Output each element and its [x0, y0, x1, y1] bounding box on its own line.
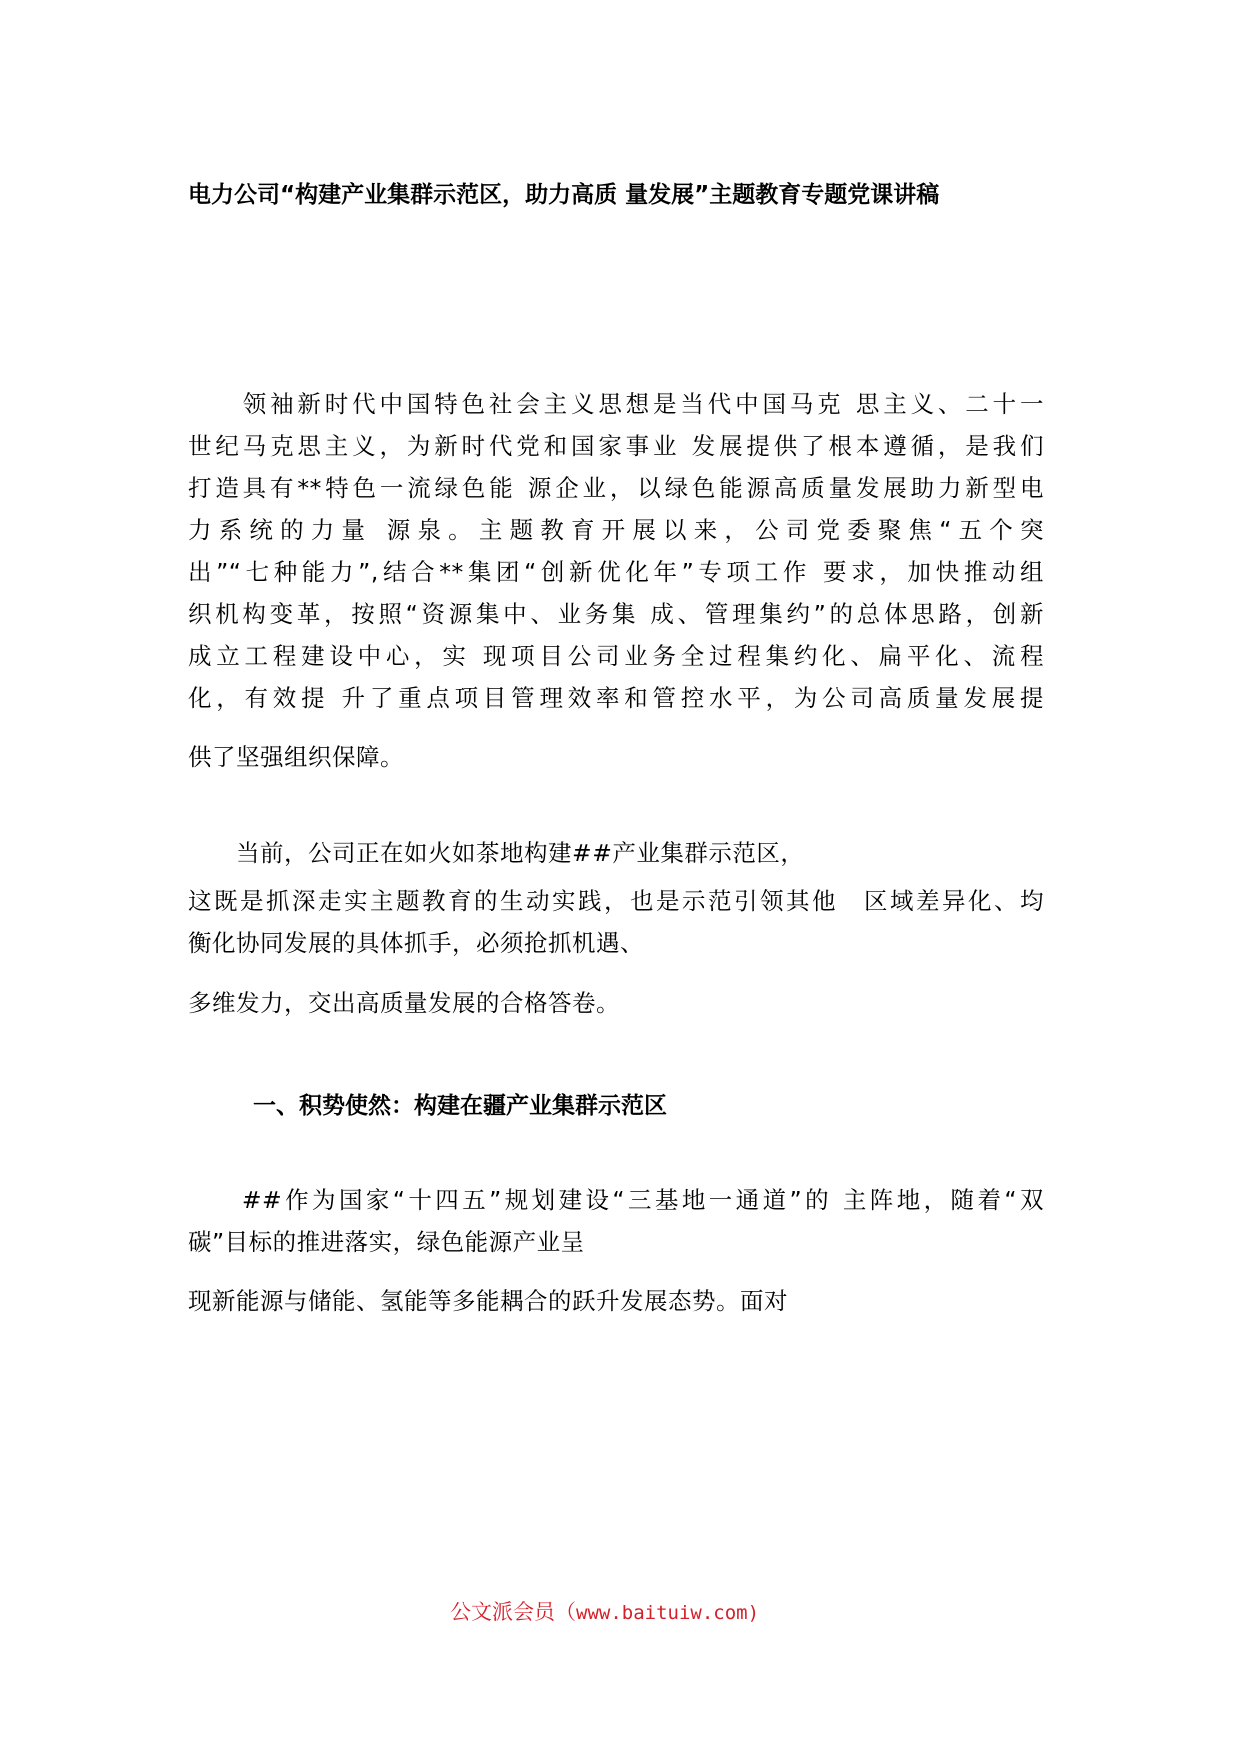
- paragraph-line: 化，有效提 升了重点项目管理效率和管控水平，为公司高质量发展提: [188, 684, 1044, 712]
- paragraph-line: 织机构变革，按照“资源集中、业务集 成、管理集约”的总体思路，创新: [188, 600, 1044, 628]
- paragraph-line: 现新能源与储能、氢能等多能耦合的跃升发展态势。面对: [188, 1287, 788, 1315]
- document-title: 电力公司“构建产业集群示范区，助力高质 量发展”主题教育专题党课讲稿: [188, 182, 940, 208]
- paragraph-line: 碳”目标的推进落实，绿色能源产业呈: [188, 1228, 585, 1256]
- paragraph-line: 力系统的力量 源泉。主题教育开展以来，公司党委聚焦“五个突: [188, 516, 1044, 544]
- paragraph-line: 这既是抓深走实主题教育的生动实践，也是示范引领其他 区域差异化、均: [188, 887, 1044, 915]
- paragraph-line: ##作为国家“十四五”规划建设“三基地一通道”的 主阵地，随着“双: [188, 1186, 1044, 1214]
- paragraph-line: 打造具有**特色一流绿色能 源企业，以绿色能源高质量发展助力新型电: [188, 474, 1044, 502]
- paragraph-line: 当前，公司正在如火如茶地构建##产业集群示范区，: [188, 839, 805, 867]
- paragraph-line: 出”“七种能力”,结合**集团“创新优化年”专项工作 要求，加快推动组: [188, 558, 1044, 586]
- section-heading: 一、积势使然：构建在疆产业集群示范区: [253, 1093, 667, 1119]
- paragraph-line: 供了坚强组织保障。: [188, 743, 404, 771]
- paragraph-line: 世纪马克思主义，为新时代党和国家事业 发展提供了根本遵循，是我们: [188, 432, 1044, 460]
- footer-url[interactable]: www.baituiw.com): [576, 1602, 760, 1624]
- footer-link[interactable]: [450, 1596, 759, 1626]
- footer-brand: 公文派会员（: [450, 1600, 576, 1624]
- paragraph-line: 多维发力，交出高质量发展的合格答卷。: [188, 989, 620, 1017]
- paragraph-line: 领袖新时代中国特色社会主义思想是当代中国马克 思主义、二十一: [188, 390, 1044, 418]
- paragraph-line: 衡化协同发展的具体抓手，必须抢抓机遇、: [188, 929, 644, 957]
- paragraph-line: 成立工程建设中心，实 现项目公司业务全过程集约化、扁平化、流程: [188, 642, 1044, 670]
